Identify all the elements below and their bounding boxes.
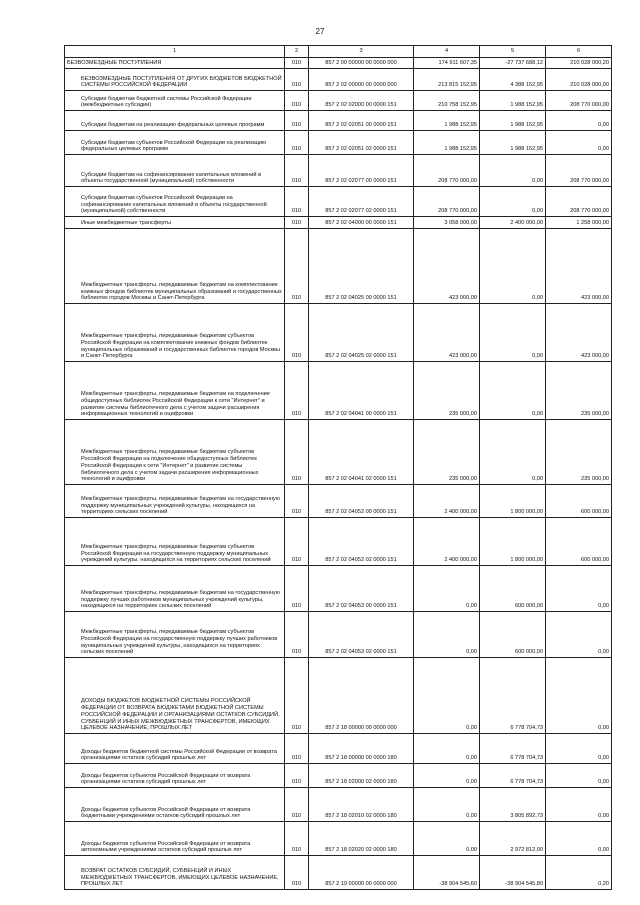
row-name: Субсидии бюджетам субъектов Российской Федерации на софинансирование капитальных вложений в объекты государственной (муниципальной) собственности [65,187,285,217]
row-value-col6: 208 770 000,00 [546,155,612,187]
row-code: 010 [285,187,309,217]
row-value-col4: 0,00 [414,788,480,822]
row-value-col5: 1 988 152,95 [480,131,546,155]
row-name: ДОХОДЫ БЮДЖЕТОВ БЮДЖЕТНОЙ СИСТЕМЫ РОССИЙСКОЙ ФЕДЕРАЦИИ ОТ ВОЗВРАТА БЮДЖЕТАМИ БЮДЖЕТНОЙ СИСТЕМЫ РОССИЙСКОЙ ФЕДЕРАЦИИ И ОРГАНИЗАЦИЯМИ ОСТАТКОВ СУБСИДИЙ, СУБВЕНЦИЙ И ИНЫХ МЕЖБЮДЖЕТНЫХ ТРАНСФЕРТОВ, ИМЕЮЩИХ ЦЕЛЕВОЕ НАЗНАЧЕНИЕ, ПРОШЛЫХ ЛЕТ [65,658,285,734]
column-header: 5 [480,46,546,58]
row-kbk: 857 2 18 00000 00 0000 180 [309,734,414,764]
row-value-col6: 0,00 [546,612,612,658]
row-value-col5: 2 400 000,00 [480,217,546,229]
table-row [65,612,612,658]
row-value-col5: 6 778 704,73 [480,764,546,788]
row-value-col5: 2 972 812,00 [480,822,546,856]
table-row [65,58,612,69]
row-kbk: 857 2 02 04000 00 0000 151 [309,217,414,229]
row-kbk: 857 2 02 00000 00 0000 000 [309,69,414,91]
row-code: 010 [285,764,309,788]
row-value-col4: 235 000,00 [414,362,480,420]
row-value-col5: 1 800 000,00 [480,518,546,566]
row-value-col6: 600 000,00 [546,485,612,518]
row-kbk: 857 2 02 04053 00 0000 151 [309,566,414,612]
row-value-col4: 210 758 152,95 [414,91,480,111]
row-name: Межбюджетные трансферты, передаваемые бюджетам на государственную поддержку муниципальных учреждений культуры, находящихся на территориях сельских поселений [65,485,285,518]
column-header: 2 [285,46,309,58]
row-kbk: 857 2 02 02051 00 0000 151 [309,111,414,131]
row-code: 010 [285,658,309,734]
row-code: 010 [285,217,309,229]
table-row [65,734,612,764]
row-name: Межбюджетные трансферты, передаваемые бюджетам субъектов Российской Федерации на государственную поддержку лучших работников муниципальных учреждений культуры, находящихся на территориях сельских поселений [65,612,285,658]
row-value-col6: 0,00 [546,764,612,788]
table-row [65,822,612,856]
row-code: 010 [285,362,309,420]
row-value-col6: 0,00 [546,788,612,822]
row-kbk: 857 2 02 04041 02 0000 151 [309,420,414,485]
row-value-col4: 0,00 [414,734,480,764]
row-value-col6: 210 028 000,20 [546,58,612,69]
row-kbk: 857 2 02 04025 00 0000 151 [309,229,414,304]
row-name: Доходы бюджетов субъектов Российской Федерации от возврата организациями остатков субсидий прошлых лет [65,764,285,788]
row-name: ВОЗВРАТ ОСТАТКОВ СУБСИДИЙ, СУБВЕНЦИЙ И ИНЫХ МЕЖБЮДЖЕТНЫХ ТРАНСФЕРТОВ, ИМЕЮЩИХ ЦЕЛЕВОЕ НАЗНАЧЕНИЕ, ПРОШЛЫХ ЛЕТ [65,856,285,890]
row-code: 010 [285,420,309,485]
row-name: Субсидии бюджетам бюджетной системы Российской Федерации (межбюджетные субсидии) [65,91,285,111]
row-value-col4: 235 000,00 [414,420,480,485]
row-name: БЕЗВОЗМЕЗДНЫЕ ПОСТУПЛЕНИЯ ОТ ДРУГИХ БЮДЖЕТОВ БЮДЖЕТНОЙ СИСТЕМЫ РОССИЙСКОЙ ФЕДЕРАЦИИ [65,69,285,91]
row-value-col6: 423 000,00 [546,304,612,362]
row-code: 010 [285,856,309,890]
table-row [65,788,612,822]
table-row [65,485,612,518]
row-kbk: 857 2 02 02077 00 0000 151 [309,155,414,187]
row-value-col4: 0,00 [414,612,480,658]
row-kbk: 857 2 02 02000 00 0000 151 [309,91,414,111]
row-value-col5: 600 000,00 [480,566,546,612]
row-value-col4: 0,00 [414,764,480,788]
row-value-col4: 423 000,00 [414,229,480,304]
row-code: 010 [285,822,309,856]
row-value-col4: 3 058 000,00 [414,217,480,229]
row-value-col5: 0,00 [480,304,546,362]
row-kbk: 857 2 02 04041 00 0000 151 [309,362,414,420]
table-row [65,155,612,187]
row-value-col5: 600 000,00 [480,612,546,658]
row-value-col6: 1 258 000,00 [546,217,612,229]
row-value-col5: 0,00 [480,362,546,420]
row-kbk: 857 2 18 02010 02 0000 180 [309,788,414,822]
page-number: 27 [315,27,325,36]
row-value-col6: 208 770 000,00 [546,187,612,217]
row-code: 010 [285,304,309,362]
row-code: 010 [285,91,309,111]
row-value-col5: 4 388 152,95 [480,69,546,91]
table-row [65,566,612,612]
row-code: 010 [285,131,309,155]
row-kbk: 857 2 02 04025 02 0000 151 [309,304,414,362]
row-value-col5: 0,00 [480,229,546,304]
column-header: 3 [309,46,414,58]
row-name: БЕЗВОЗМЕЗДНЫЕ ПОСТУПЛЕНИЯ [65,58,285,69]
row-value-col4: 213 815 152,95 [414,69,480,91]
column-header: 6 [546,46,612,58]
row-name: Иные межбюджетные трансферты [65,217,285,229]
row-kbk: 857 2 02 04052 00 0000 151 [309,485,414,518]
row-value-col4: 208 770 000,00 [414,187,480,217]
row-value-col5: -27 737 688,12 [480,58,546,69]
row-code: 010 [285,734,309,764]
row-name: Межбюджетные трансферты, передаваемые бюджетам субъектов Российской Федерации на государственную поддержку муниципальных учреждений культуры, находящихся на территориях сельских поселений [65,518,285,566]
row-kbk: 857 2 02 04053 02 0000 151 [309,612,414,658]
table-row [65,187,612,217]
column-number-header-row [65,46,612,58]
table-row [65,91,612,111]
row-name: Межбюджетные трансферты, передаваемые бюджетам на комплектование книжных фондов библиотек муниципальных образований и государственных библиотек городов Москвы и Санкт-Петербурга [65,229,285,304]
column-header: 4 [414,46,480,58]
row-value-col6: 0,00 [546,131,612,155]
row-kbk: 857 2 18 02000 02 0000 180 [309,764,414,788]
row-code: 010 [285,111,309,131]
table-row [65,111,612,131]
table-row [65,217,612,229]
table-row [65,131,612,155]
row-name: Доходы бюджетов субъектов Российской Федерации от возврата автономными учреждениями остатков субсидий прошлых лет [65,822,285,856]
row-value-col5: 1 988 152,95 [480,111,546,131]
row-value-col4: 0,00 [414,822,480,856]
table-row [65,856,612,890]
row-code: 010 [285,566,309,612]
row-value-col4: 2 400 000,00 [414,485,480,518]
row-kbk: 857 2 18 02020 02 0000 180 [309,822,414,856]
row-value-col5: 6 778 704,73 [480,658,546,734]
row-value-col6: 600 000,00 [546,518,612,566]
row-value-col4: 208 770 000,00 [414,155,480,187]
table-row [65,304,612,362]
row-name: Субсидии бюджетам субъектов Российской Федерации на реализацию федеральных целевых программ [65,131,285,155]
row-name: Субсидии бюджетам на софинансирование капитальных вложений в объекты государственной (муниципальной) собственности [65,155,285,187]
row-value-col4: 1 988 152,95 [414,111,480,131]
row-code: 010 [285,612,309,658]
row-kbk: 857 2 00 00000 00 0000 000 [309,58,414,69]
row-code: 010 [285,518,309,566]
table-row [65,420,612,485]
row-code: 010 [285,69,309,91]
row-value-col6: 0,00 [546,734,612,764]
row-code: 010 [285,155,309,187]
row-code: 010 [285,229,309,304]
row-name: Межбюджетные трансферты, передаваемые бюджетам субъектов Российской Федерации на подключение общедоступных библиотек Российской Федерации к сети "Интернет" и развитие системы библиотечного дела с учетом задачи расширения информационных технологий и оцифровки [65,420,285,485]
row-value-col6: 0,00 [546,111,612,131]
row-name: Доходы бюджетов бюджетной системы Российской Федерации от возврата организациями остатков субсидий прошлых лет [65,734,285,764]
row-name: Доходы бюджетов субъектов Российской Федерации от возврата бюджетными учреждениями остатков субсидий прошлых лет [65,788,285,822]
row-value-col4: 2 400 000,00 [414,518,480,566]
row-value-col4: 0,00 [414,566,480,612]
row-value-col4: -38 904 545,60 [414,856,480,890]
row-value-col6: 0,00 [546,566,612,612]
table-row [65,229,612,304]
row-value-col5: 6 778 704,73 [480,734,546,764]
row-value-col5: 1 800 000,00 [480,485,546,518]
table-row [65,69,612,91]
row-value-col4: 423 000,00 [414,304,480,362]
row-value-col5: -38 904 545,80 [480,856,546,890]
row-kbk: 857 2 18 00000 00 0000 000 [309,658,414,734]
row-kbk: 857 2 02 04052 02 0000 151 [309,518,414,566]
row-kbk: 857 2 19 00000 00 0000 000 [309,856,414,890]
row-value-col4: 0,00 [414,658,480,734]
table-row [65,658,612,734]
row-value-col5: 1 988 152,95 [480,91,546,111]
row-value-col6: 208 770 000,00 [546,91,612,111]
row-kbk: 857 2 02 02051 02 0000 151 [309,131,414,155]
row-value-col5: 0,00 [480,187,546,217]
row-value-col6: 235 000,00 [546,420,612,485]
column-header: 1 [65,46,285,58]
row-value-col6: 423 000,00 [546,229,612,304]
row-value-col5: 0,00 [480,420,546,485]
row-code: 010 [285,788,309,822]
row-name: Межбюджетные трансферты, передаваемые бюджетам субъектов Российской Федерации на комплектование книжных фондов библиотек муниципальных образований и государственных библиотек городов Москвы и Санкт-Петербурга [65,304,285,362]
row-value-col5: 0,00 [480,155,546,187]
row-code: 010 [285,485,309,518]
row-name: Межбюджетные трансферты, передаваемые бюджетам на государственную поддержку лучших работников муниципальных учреждений культуры, находящихся на территориях сельских поселений [65,566,285,612]
row-value-col4: 1 988 152,95 [414,131,480,155]
row-value-col6: 0,00 [546,822,612,856]
row-value-col5: 3 805 892,73 [480,788,546,822]
row-code: 010 [285,58,309,69]
row-value-col6: 0,00 [546,658,612,734]
table-row [65,518,612,566]
row-value-col4: 174 911 607,35 [414,58,480,69]
row-value-col6: 235 000,00 [546,362,612,420]
row-value-col6: 210 028 000,00 [546,69,612,91]
budget-revenue-table [64,45,612,890]
table-row [65,362,612,420]
row-kbk: 857 2 02 02077 02 0000 151 [309,187,414,217]
row-name: Межбюджетные трансферты, передаваемые бюджетам на подключение общедоступных библиотек Российской Федерации к сети "Интернет" и развитие системы библиотечного дела с учетом задачи расширения информационных технологий и оцифровки [65,362,285,420]
table-row [65,764,612,788]
row-name: Субсидии бюджетам на реализацию федеральных целевых программ [65,111,285,131]
row-value-col6: 0,20 [546,856,612,890]
